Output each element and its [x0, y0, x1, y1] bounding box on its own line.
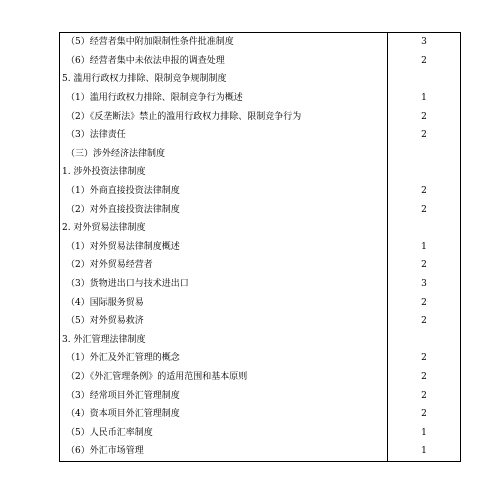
syllabus-item: （3）经常项目外汇管理制度 — [60, 386, 388, 405]
ability-level — [388, 219, 461, 238]
syllabus-item: （4）国际服务贸易 — [60, 293, 388, 312]
syllabus-item: （2）对外直接投资法律制度 — [60, 200, 388, 219]
table-row — [60, 70, 461, 89]
table-row — [60, 331, 461, 350]
ability-level: 2 — [388, 200, 461, 219]
ability-level — [388, 145, 461, 164]
table-row — [60, 238, 461, 257]
syllabus-item: 2. 对外贸易法律制度 — [60, 219, 388, 238]
ability-level: 2 — [388, 293, 461, 312]
syllabus-item: （6）经营者集中未依法申报的调查处理 — [60, 52, 388, 71]
table-row — [60, 52, 461, 71]
ability-level: 2 — [388, 368, 461, 387]
ability-level: 2 — [388, 405, 461, 424]
syllabus-item: 3. 外汇管理法律制度 — [60, 331, 388, 350]
ability-level: 2 — [388, 256, 461, 275]
ability-level: 1 — [388, 238, 461, 257]
table-row — [60, 293, 461, 312]
ability-level: 2 — [388, 386, 461, 405]
table-row — [60, 163, 461, 182]
syllabus-item: （5）人民币汇率制度 — [60, 423, 388, 442]
table-row — [60, 312, 461, 331]
table-row — [60, 182, 461, 201]
syllabus-item: （5）对外贸易救济 — [60, 312, 388, 331]
syllabus-item: 1. 涉外投资法律制度 — [60, 163, 388, 182]
ability-level — [388, 70, 461, 89]
table-row — [60, 442, 461, 461]
syllabus-item: （2）《反垄断法》禁止的滥用行政权力排除、限制竞争行为 — [60, 107, 388, 126]
syllabus-item: 5. 滥用行政权力排除、限制竞争规制制度 — [60, 70, 388, 89]
ability-level: 2 — [388, 52, 461, 71]
syllabus-item: （3）法律责任 — [60, 126, 388, 145]
syllabus-item: （1）滥用行政权力排除、限制竞争行为概述 — [60, 89, 388, 108]
ability-level: 2 — [388, 312, 461, 331]
ability-level — [388, 331, 461, 350]
ability-level: 2 — [388, 349, 461, 368]
syllabus-item: （1）外汇及外汇管理的概念 — [60, 349, 388, 368]
table-row — [60, 275, 461, 294]
table-row — [60, 368, 461, 387]
syllabus-item: （3）货物进出口与技术进出口 — [60, 275, 388, 294]
syllabus-table — [59, 32, 461, 462]
ability-level: 1 — [388, 442, 461, 461]
table-row — [60, 423, 461, 442]
syllabus-item: （三）涉外经济法律制度 — [60, 145, 388, 164]
table-row — [60, 33, 461, 52]
table-row — [60, 256, 461, 275]
ability-level: 2 — [388, 182, 461, 201]
syllabus-item: （2）《外汇管理条例》的适用范围和基本原则 — [60, 368, 388, 387]
ability-level: 2 — [388, 107, 461, 126]
ability-level: 3 — [388, 33, 461, 52]
ability-level: 2 — [388, 126, 461, 145]
syllabus-table-body — [60, 33, 461, 462]
ability-level: 1 — [388, 423, 461, 442]
syllabus-item: （2）对外贸易经营者 — [60, 256, 388, 275]
table-row — [60, 386, 461, 405]
table-row — [60, 200, 461, 219]
syllabus-item: （5）经营者集中附加限制性条件批准制度 — [60, 33, 388, 52]
table-row — [60, 349, 461, 368]
table-row — [60, 89, 461, 108]
syllabus-item: （1）外商直接投资法律制度 — [60, 182, 388, 201]
ability-level: 1 — [388, 89, 461, 108]
syllabus-item: （1）对外贸易法律制度概述 — [60, 238, 388, 257]
table-row — [60, 219, 461, 238]
ability-level: 3 — [388, 275, 461, 294]
syllabus-item: （6）外汇市场管理 — [60, 442, 388, 461]
table-row — [60, 107, 461, 126]
table-row — [60, 126, 461, 145]
table-row — [60, 405, 461, 424]
ability-level — [388, 163, 461, 182]
table-row — [60, 145, 461, 164]
syllabus-item: （4）资本项目外汇管理制度 — [60, 405, 388, 424]
